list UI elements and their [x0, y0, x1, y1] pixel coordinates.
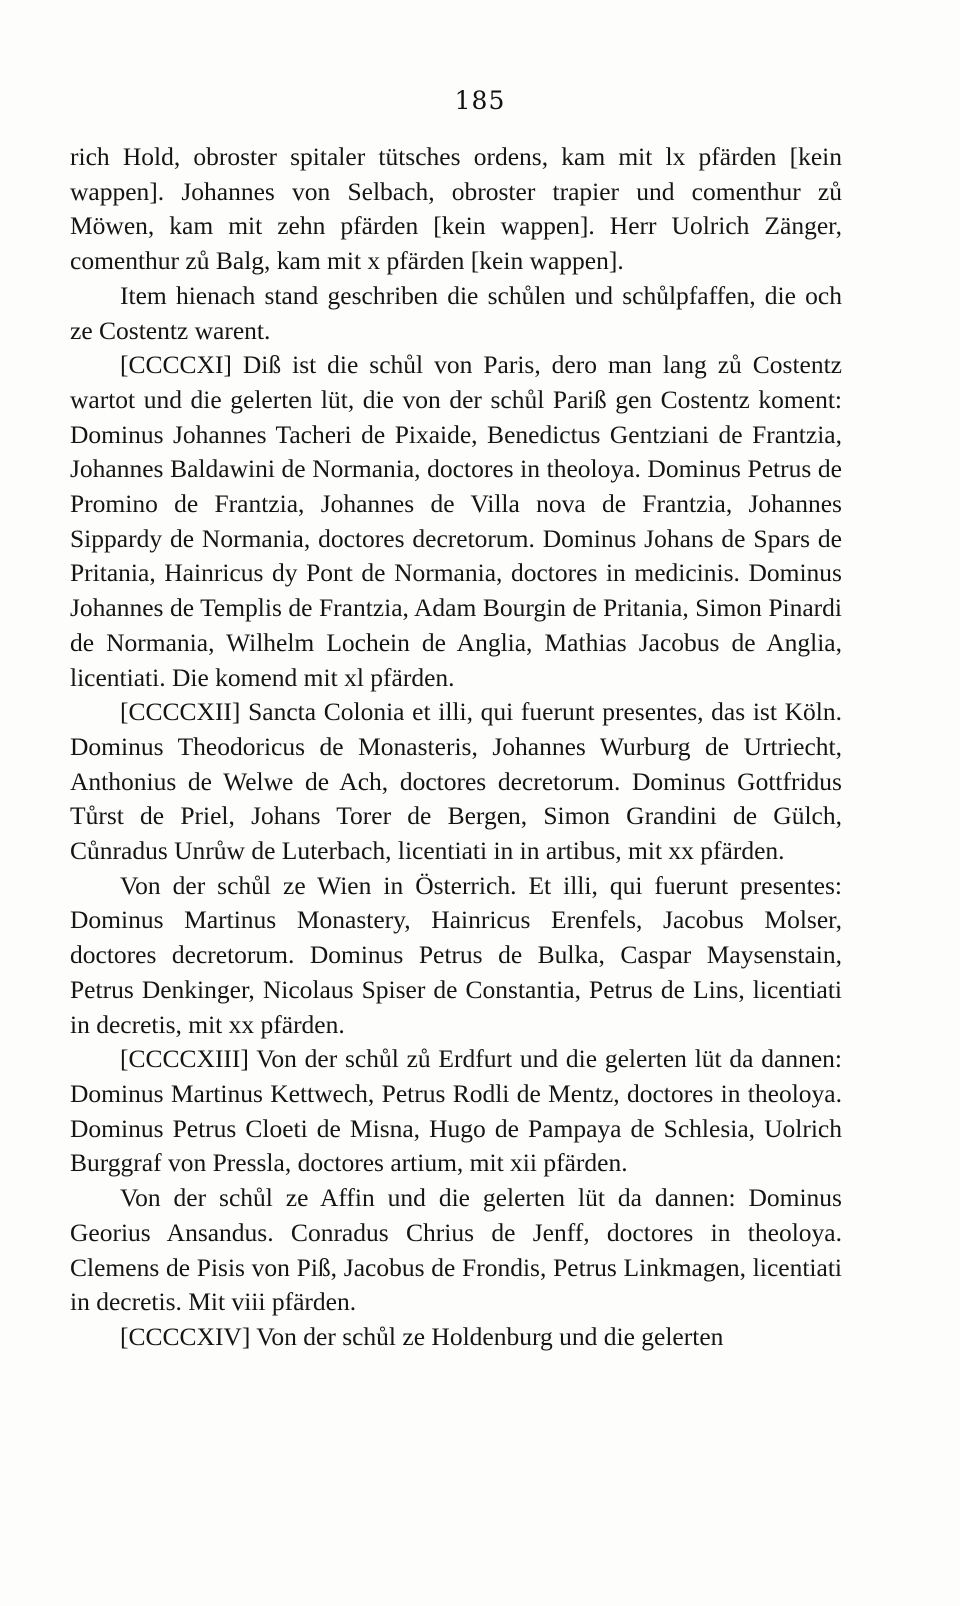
paragraph-3: [CCCCXI] Diß ist die schůl von Paris, dero man lang zů Costentz wartot und die gelerten lüt, die von der schůl Pariß gen Costentz koment: Dominus Johannes Tacheri de Pixaide, Benedictus Gentziani de Frantzia, Johannes Baldawini de Normania, doctores in theoloya. Dominus Petrus de Promino de Frantzia, Johannes de Villa nova de Frantzia, Johannes Sippardy de Normania, doctores decretorum. Dominus Johans de Spars de Pritania, Hainricus dy Pont de Normania, doctores in medicinis. Dominus Johannes de Templis de Frantzia, Adam Bourgin de Pritania, Simon Pinardi de Normania, Wilhelm Lochein de Anglia, Mathias Jacobus de Anglia, licentiati. Die komend mit xl pfärden. — [70, 350, 842, 692]
paragraph-6: [CCCCXIII] Von der schůl zů Erdfurt und die gelerten lüt da dannen: Dominus Martinus Kettwech, Petrus Rodli de Mentz, doctores in theoloya. Dominus Petrus Cloeti de Misna, Hugo de Pampaya de Schlesia, Uolrich Burggraf von Pressla, doctores artium, mit xii pfärden. — [70, 1044, 842, 1178]
paragraph-2: Item hienach stand geschriben die schůlen und schůlpfaffen, die och ze Costentz warent. — [70, 280, 842, 345]
body-text — [70, 140, 842, 1355]
paragraph-5: Von der schůl ze Wien in Österrich. Et illi, qui fuerunt presentes: Dominus Martinus Monastery, Hainricus Erenfels, Jacobus Molser, doctores decretorum. Dominus Petrus de Bulka, Caspar Maysenstain, Petrus Denkinger, Nicolaus Spiser de Constantia, Petrus de Lins, licentiati in decretis, mit xx pfärden. — [70, 870, 842, 1039]
paragraph-1: rich Hold, obroster spitaler tütsches ordens, kam mit lx pfärden [kein wappen]. Johannes von Selbach, obroster trapier und comenthur zů Möwen, kam mit zehn pfärden [kein wappen]. Herr Uolrich Zänger, comenthur zů Balg, kam mit x pfärden [kein wappen]. — [70, 142, 842, 276]
paragraph-7: Von der schůl ze Affin und die gelerten lüt da dannen: Dominus Georius Ansandus. Conradus Chrius de Jenff, doctores in theoloya. Clemens de Pisis von Piß, Jacobus de Frondis, Petrus Linkmagen, licentiati in decretis. Mit viii pfärden. — [70, 1183, 842, 1317]
paragraph-4: [CCCCXII] Sancta Colonia et illi, qui fuerunt presentes, das ist Köln. Dominus Theodoricus de Monasteris, Johannes Wurburg de Urtriecht, Anthonius de Welwe de Ach, doctores decretorum. Dominus Gottfridus Tůrst de Priel, Johans Torer de Bergen, Simon Grandini de Gülch, Cůnradus Unrůw de Luterbach, licentiati in in artibus, mit xx pfärden. — [70, 697, 842, 866]
page-number: 185 — [454, 86, 506, 115]
paragraph-8: [CCCCXIV] Von der schůl ze Holdenburg und die gelerten — [120, 1321, 724, 1351]
